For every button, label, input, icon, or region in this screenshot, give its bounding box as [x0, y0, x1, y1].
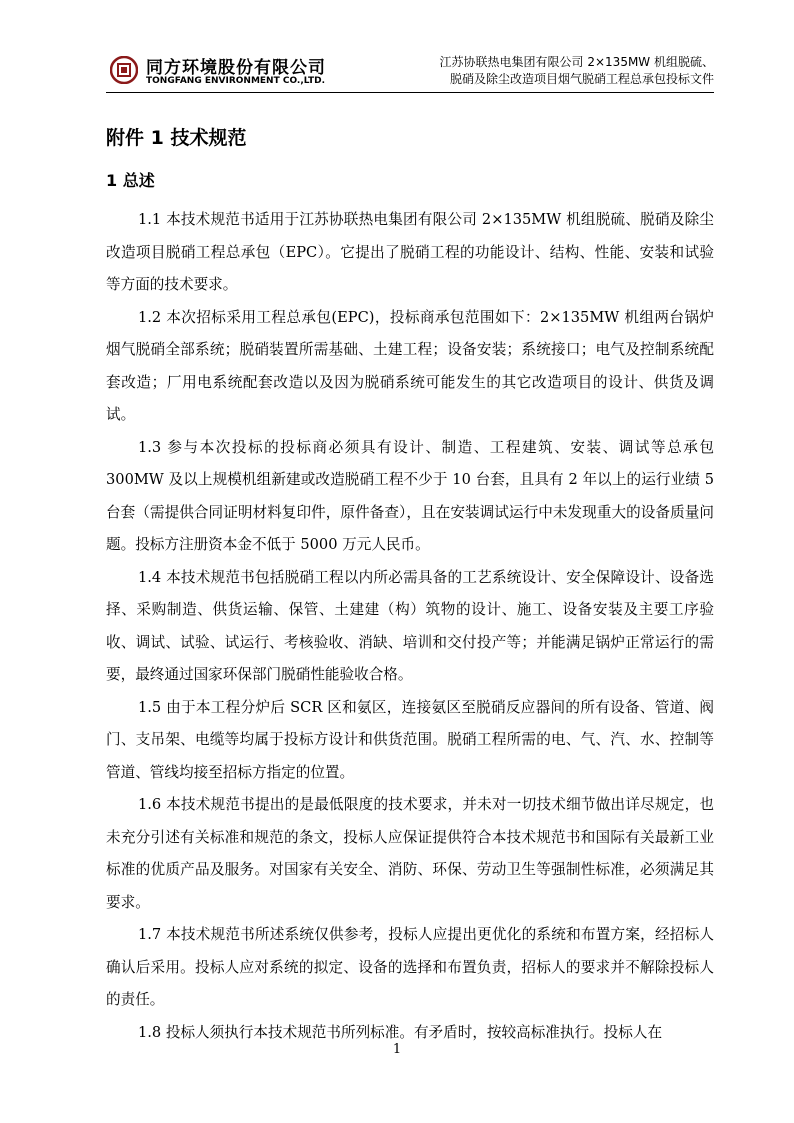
paragraph-1-7: 1.7 本技术规范书所述系统仅供参考，投标人应提出更优化的系统和布置方案，经招标人确认后采用。投标人应对系统的拟定、设备的选择和布置负责，招标人的要求并不解除投标人的责任。: [106, 926, 714, 1008]
page-number: 1: [392, 1042, 402, 1057]
document-body: [106, 118, 714, 1049]
paragraph-1-1: 1.1 本技术规范书适用于江苏协联热电集团有限公司 2×135MW 机组脱硫、脱硝及除尘改造项目脱硝工程总承包（EPC）。它提出了脱硝工程的功能设计、结构、性能、安装和试验等方面的技术要求。: [106, 211, 714, 293]
header-divider: [106, 92, 714, 93]
paragraph-1-8: 1.8 投标人须执行本技术规范书所列标准。有矛盾时，按较高标准执行。投标人在: [138, 1023, 663, 1041]
company-name-en: TONGFANG ENVIRONMENT CO.,LTD.: [146, 76, 326, 86]
paragraph-1-3: 1.3 参与本次投标的投标商必须具有设计、制造、工程建筑、安装、调试等总承包 300MW 及以上规模机组新建或改造脱硝工程不少于 10 台套，且具有 2 年以上的运行业绩 5 台套（需提供合同证明材料复印件，原件备查），且在安装调试运行中未发现重大的设备质量问题。投标方注册资本金不低于 5000 万元人民币。: [106, 438, 714, 553]
paragraph-1-5: 1.5 由于本工程分炉后 SCR 区和氨区，连接氨区至脱硝反应器间的所有设备、管道、阀门、支吊架、电缆等均属于投标方设计和供货范围。脱硝工程所需的电、气、汽、水、控制等管道、管线均接至招标方指定的位置。: [106, 698, 714, 781]
section-heading: 1 总述: [106, 171, 155, 190]
document-title-line-1: 江苏协联热电集团有限公司 2×135MW 机组脱硫、: [439, 55, 714, 69]
company-seal-icon: [110, 56, 138, 84]
page-header: [106, 42, 714, 92]
company-logo: [106, 52, 406, 92]
document-title: [440, 54, 714, 88]
document-title-line-2: 脱硝及除尘改造项目烟气脱硝工程总承包投标文件: [449, 72, 714, 86]
company-name-cn: 同方环境股份有限公司: [146, 58, 326, 78]
paragraph-1-2: 1.2 本次招标采用工程总承包(EPC)，投标商承包范围如下：2×135MW 机组两台锅炉烟气脱硝全部系统；脱硝装置所需基础、土建工程；设备安装；系统接口；电气及控制系统配套改造；厂用电系统配套改造以及因为脱硝系统可能发生的其它改造项目的设计、供货及调试。: [106, 308, 714, 423]
appendix-heading: 附件 1 技术规范: [106, 127, 247, 149]
paragraph-1-6: 1.6 本技术规范书提出的是最低限度的技术要求，并未对一切技术细节做出详尽规定，也未充分引述有关标准和规范的条文，投标人应保证提供符合本技术规范书和国际有关最新工业标准的优质产品及服务。对国家有关安全、消防、环保、劳动卫生等强制性标准，必须满足其要求。: [106, 796, 714, 911]
paragraph-1-4: 1.4 本技术规范书包括脱硝工程以内所必需具备的工艺系统设计、安全保障设计、设备选择、采购制造、供货运输、保管、土建建（构）筑物的设计、施工、设备安装及主要工序验收、调试、试验、试运行、考核验收、消缺、培训和交付投产等；并能满足锅炉正常运行的需要，最终通过国家环保部门脱硝性能验收合格。: [106, 568, 714, 683]
